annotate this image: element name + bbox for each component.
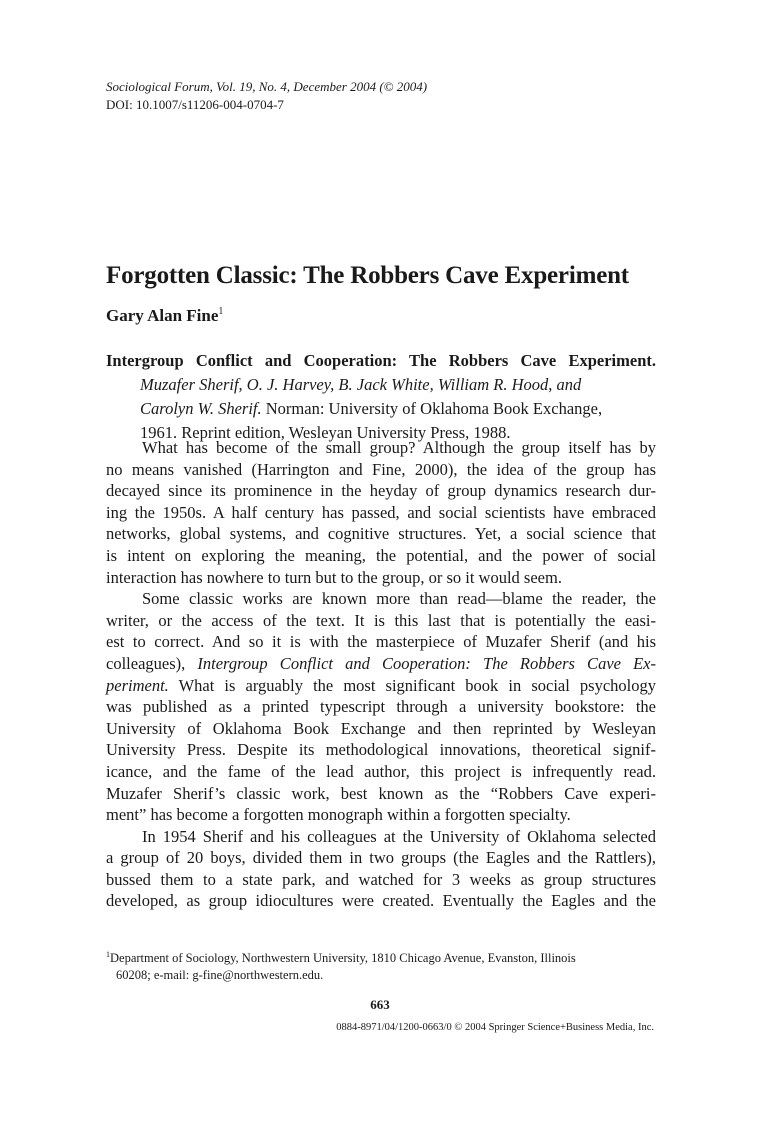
footnote-mark: 1 — [106, 950, 110, 959]
body-line: University Press. Despite its methodological innovations, theoretical signif- — [106, 740, 656, 760]
reviewed-book-authors: Muzafer Sherif, O. J. Harvey, B. Jack White, William R. Hood, and — [140, 375, 582, 394]
reviewed-book-citation — [106, 349, 656, 445]
reviewed-book-author-last: Carolyn W. Sherif. — [140, 399, 262, 418]
body-line: In 1954 Sherif and his colleagues at the University of Oklahoma selected — [142, 826, 656, 846]
body-line: a group of 20 boys, divided them in two groups (the Eagles and the Rattlers), — [106, 848, 656, 868]
body-line: What has become of the small group? Although the group itself has by — [142, 438, 656, 457]
body-line: icance, and the fame of the lead author, this project is infrequently read. — [106, 761, 656, 781]
body-line-part: What is arguably the most significant book in social psychology — [168, 675, 656, 695]
reviewed-book-publication: 1961. Reprint edition, Wesleyan University Press, 1988. — [140, 423, 511, 442]
journal-citation: Sociological Forum, Vol. 19, No. 4, December 2004 (© 2004) — [106, 79, 428, 94]
body-line: Some classic works are known more than read—blame the reader, the — [142, 589, 656, 609]
footnote — [106, 946, 656, 984]
body-line: Muzafer Sherif’s classic work, best known as the “Robbers Cave experi- — [106, 783, 656, 803]
body-line: decayed since its prominence in the heyday of group dynamics research dur- — [106, 481, 656, 501]
body-line: bussed them to a state park, and watched for 3 weeks as group structures — [106, 869, 656, 889]
copyright-line: 0884-8971/04/1200-0663/0 © 2004 Springer Science+Business Media, Inc. — [336, 1022, 654, 1033]
reviewed-book-title: Intergroup Conflict and Cooperation: The Robbers Cave Experiment. — [106, 351, 656, 370]
author-footnote-mark: 1 — [218, 306, 224, 317]
reviewed-book-publisher: Norman: University of Oklahoma Book Exchange, — [261, 399, 603, 418]
footnote-affiliation: Department of Sociology, Northwestern University, 1810 Chicago Avenue, Evanston, Illinois — [110, 951, 576, 965]
body-line: ment” has become a forgotten monograph within a forgotten specialty. — [106, 805, 571, 825]
article-title: Forgotten Classic: The Robbers Cave Experiment — [106, 262, 629, 289]
body-line: is intent on exploring the meaning, the potential, and the power of social — [106, 545, 656, 565]
reviewed-book-authors-publisher — [106, 397, 656, 421]
journal-header — [106, 78, 427, 114]
book-title-italic: Intergroup Conflict and Cooperation: The Robbers Cave Ex- — [197, 653, 656, 673]
body-line: ing the 1950s. A half century has passed, and social scientists have embraced — [106, 502, 656, 522]
footnote-email: 60208; e-mail: g-fine@northwestern.edu. — [116, 968, 324, 982]
body-line: networks, global systems, and cognitive structures. Yet, a social science that — [106, 524, 656, 544]
book-title-italic: periment. — [106, 675, 169, 695]
body-line: est to correct. And so it is with the masterpiece of Muzafer Sherif (and his — [106, 632, 656, 652]
body-line: no means vanished (Harrington and Fine, 2000), the idea of the group has — [106, 459, 656, 479]
doi: DOI: 10.1007/s11206-004-0704-7 — [106, 97, 284, 112]
body-line: writer, or the access of the text. It is this last that is potentially the easi- — [106, 610, 656, 630]
article-body — [106, 437, 656, 912]
page-number: 663 — [370, 997, 390, 1012]
body-line-mixed — [106, 675, 656, 697]
body-line: was published as a printed typescript through a university bookstore: the — [106, 697, 656, 717]
body-line: University of Oklahoma Book Exchange and then reprinted by Wesleyan — [106, 718, 656, 738]
body-line-mixed — [106, 653, 656, 675]
body-line: developed, as group idiocultures were created. Eventually the Eagles and the — [106, 891, 656, 911]
author-name — [106, 306, 223, 326]
body-line: interaction has nowhere to turn but to the group, or so it would seem. — [106, 567, 562, 587]
footnote-line — [106, 946, 656, 967]
author-name-text: Gary Alan Fine — [106, 306, 219, 325]
body-line-part: colleagues), — [106, 653, 186, 673]
